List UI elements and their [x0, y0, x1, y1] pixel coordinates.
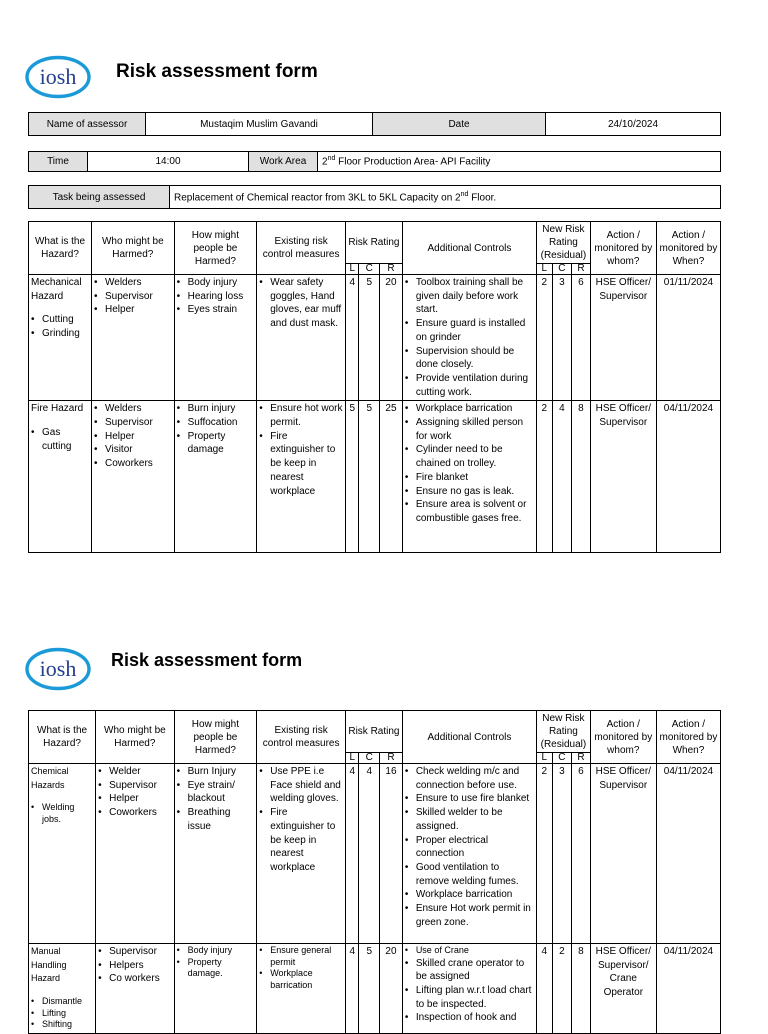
iosh-logo-icon [25, 646, 91, 692]
existing-cell [257, 401, 346, 553]
list-item: • Suffocation [188, 416, 255, 430]
risk-C: 5 [359, 401, 380, 553]
col-risk-rating: Risk Rating [346, 222, 403, 264]
col-R: R [380, 264, 403, 275]
risk-R: 20 [380, 944, 403, 1034]
risk-R: 16 [380, 764, 403, 944]
col-new-C: C [552, 264, 572, 275]
new-risk-L: 4 [537, 944, 552, 1034]
new-risk-R: 8 [572, 944, 591, 1034]
list-item: • Welders [105, 276, 172, 290]
risk-L: 4 [346, 275, 359, 401]
work-area-label: Work Area [249, 152, 318, 172]
list-item: • Wear safety goggles, Hand gloves, ear muff and dust mask. [270, 276, 343, 331]
page-title: Risk assessment form [111, 650, 303, 670]
new-risk-R: 6 [572, 764, 591, 944]
col-L: L [346, 753, 359, 764]
new-risk-C: 3 [552, 764, 572, 944]
task-label: Task being assessed [29, 186, 170, 209]
list-item: • Burn injury [188, 402, 255, 416]
assessor-value: Mustaqim Muslim Gavandi [146, 113, 373, 136]
iosh-logo [25, 54, 91, 100]
col-L: L [346, 264, 359, 275]
logo-text: iosh [39, 64, 77, 89]
col-new-risk: New Risk Rating (Residual) [537, 711, 591, 753]
list-item: • Coworkers [109, 806, 171, 820]
list-item: • Lifting [42, 1008, 93, 1020]
task-value: Replacement of Chemical reactor from 3KL to 5KL Capacity on 2nd Floor. [170, 186, 721, 209]
list-item: • Fire blanket [416, 471, 534, 485]
new-risk-L: 2 [537, 275, 552, 401]
col-existing: Existing risk control measures [257, 222, 346, 275]
new-risk-R: 6 [572, 275, 591, 401]
list-item: • Check welding m/c and connection before use. [416, 765, 534, 792]
risk-L: 5 [346, 401, 359, 553]
list-item: • Gas cutting [42, 426, 89, 453]
how-cell [174, 401, 257, 553]
list-item: • Welder [109, 765, 171, 779]
risk-R: 20 [380, 275, 403, 401]
col-existing: Existing risk control measures [257, 711, 346, 764]
hazard-name: Mechanical Hazard [31, 277, 82, 302]
assessor-label: Name of assessor [29, 113, 146, 136]
list-item: • Fire extinguisher to be keep in nearest workplace [270, 806, 343, 875]
list-item: • Helper [105, 303, 172, 317]
how-cell [174, 764, 257, 944]
work-area-value: 2nd Floor Production Area- API Facility [318, 152, 721, 172]
list-item: • Coworkers [105, 457, 172, 471]
col-hazard: What is the Hazard? [29, 222, 92, 275]
risk-R: 25 [380, 401, 403, 553]
list-item: • Ensure general permit [270, 945, 343, 968]
who-cell [96, 944, 174, 1034]
risk-table-1 [28, 221, 721, 553]
list-item: • Hearing loss [188, 290, 255, 304]
list-item: • Welding jobs. [42, 802, 93, 825]
new-risk-C: 3 [552, 275, 572, 401]
list-item: • Skilled welder to be assigned. [416, 806, 534, 833]
list-item: • Cylinder need to be chained on trolley. [416, 443, 534, 470]
iosh-logo-icon [25, 54, 91, 100]
list-item: • Helper [105, 430, 172, 444]
risk-C: 4 [359, 764, 380, 944]
additional-cell [402, 944, 536, 1034]
hazard-cell [29, 764, 96, 944]
assessor-table [28, 112, 721, 136]
existing-cell [257, 275, 346, 401]
hazard-name: Manual Handling Hazard [31, 946, 67, 984]
new-risk-L: 2 [537, 401, 552, 553]
col-new-L: L [537, 753, 552, 764]
list-item: • Skilled crane operator to be assigned [416, 957, 534, 984]
list-item: • Cutting [42, 313, 89, 327]
risk-C: 5 [359, 275, 380, 401]
list-item: • Property damage. [188, 957, 255, 980]
list-item: • Eyes strain [188, 303, 255, 317]
logo-text: iosh [39, 656, 77, 681]
time-value: 14:00 [88, 152, 249, 172]
risk-L: 4 [346, 764, 359, 944]
list-item: • Use of Crane [416, 945, 534, 957]
list-item: • Ensure area is solvent or combustible gases free. [416, 498, 534, 525]
additional-cell [402, 275, 536, 401]
list-item: • Helper [109, 792, 171, 806]
by-whom-cell: HSE Officer/ Supervisor [590, 764, 656, 944]
list-item: • Supervision should be done closely. [416, 345, 534, 372]
col-new-C: C [552, 753, 572, 764]
col-who: Who might be Harmed? [96, 711, 174, 764]
by-whom-cell: HSE Officer/ Supervisor [590, 401, 656, 553]
date-value: 24/10/2024 [546, 113, 721, 136]
list-item: • Workplace barrication [416, 888, 534, 902]
how-cell [174, 275, 257, 401]
list-item: • Supervisor [105, 416, 172, 430]
col-new-R: R [572, 753, 591, 764]
col-additional: Additional Controls [402, 222, 536, 275]
additional-cell [402, 764, 536, 944]
col-new-risk: New Risk Rating (Residual) [537, 222, 591, 264]
hazard-cell [29, 401, 92, 553]
task-table [28, 185, 721, 209]
risk-table-2 [28, 710, 721, 1034]
list-item: • Body injury [188, 276, 255, 290]
risk-L: 4 [346, 944, 359, 1034]
col-by-when: Action / monitored by When? [656, 711, 720, 764]
list-item: • Co workers [109, 972, 171, 986]
list-item: • Provide ventilation during cutting work. [416, 372, 534, 399]
existing-cell [257, 944, 346, 1034]
col-risk-rating: Risk Rating [346, 711, 403, 753]
list-item: • Eye strain/ blackout [188, 779, 255, 806]
new-risk-R: 8 [572, 401, 591, 553]
list-item: • Supervisor [109, 779, 171, 793]
existing-cell [257, 764, 346, 944]
by-whom-cell: HSE Officer/ Supervisor [590, 275, 656, 401]
time-label: Time [29, 152, 88, 172]
list-item: • Workplace barrication [416, 402, 534, 416]
who-cell [92, 401, 175, 553]
list-item: • Assigning skilled person for work [416, 416, 534, 443]
list-item: • Dismantle [42, 996, 93, 1008]
list-item: • Fire extinguisher to be keep in nearest workplace [270, 430, 343, 499]
new-risk-L: 2 [537, 764, 552, 944]
list-item: • Welders [105, 402, 172, 416]
list-item: • Shifting [42, 1019, 93, 1031]
by-when-cell: 01/11/2024 [656, 275, 720, 401]
list-item: • Ensure Hot work permit in green zone. [416, 902, 534, 929]
table-row [29, 944, 721, 1034]
hazard-cell [29, 944, 96, 1034]
col-by-whom: Action / monitored by whom? [590, 711, 656, 764]
col-new-L: L [537, 264, 552, 275]
list-item: • Supervisor [109, 945, 171, 959]
col-how: How might people be Harmed? [174, 711, 257, 764]
col-C: C [359, 753, 380, 764]
new-risk-C: 2 [552, 944, 572, 1034]
list-item: • Proper electrical connection [416, 834, 534, 861]
list-item: • Helpers [109, 959, 171, 973]
page-title: Risk assessment form [116, 61, 318, 82]
list-item: • Breathing issue [188, 806, 255, 833]
list-item: • Use PPE i.e Face shield and welding gloves. [270, 765, 343, 806]
by-whom-cell: HSE Officer/ Supervisor/ Crane Operator [590, 944, 656, 1034]
list-item: • Toolbox training shall be given daily before work start. [416, 276, 534, 317]
col-additional: Additional Controls [402, 711, 536, 764]
who-cell [92, 275, 175, 401]
hazard-cell [29, 275, 92, 401]
who-cell [96, 764, 174, 944]
col-new-R: R [572, 264, 591, 275]
list-item: • Ensure no gas is leak. [416, 485, 534, 499]
list-item: • Good ventilation to remove welding fumes. [416, 861, 534, 888]
hazard-name: Chemical Hazards [31, 766, 69, 790]
additional-cell [402, 401, 536, 553]
list-item: • Lifting plan w.r.t load chart to be inspected. [416, 984, 534, 1011]
list-item: • Visitor [105, 443, 172, 457]
col-by-when: Action / monitored by When? [656, 222, 720, 275]
col-who: Who might be Harmed? [92, 222, 175, 275]
table-row [29, 401, 721, 553]
table-row [29, 275, 721, 401]
by-when-cell: 04/11/2024 [656, 944, 720, 1034]
col-hazard: What is the Hazard? [29, 711, 96, 764]
list-item: • Supervisor [105, 290, 172, 304]
list-item: • Inspection of hook and [416, 1011, 534, 1025]
new-risk-C: 4 [552, 401, 572, 553]
how-cell [174, 944, 257, 1034]
by-when-cell: 04/11/2024 [656, 401, 720, 553]
col-R: R [380, 753, 403, 764]
list-item: • Burn Injury [188, 765, 255, 779]
col-by-whom: Action / monitored by whom? [590, 222, 656, 275]
iosh-logo [25, 646, 91, 692]
list-item: • Ensure hot work permit. [270, 402, 343, 429]
table-row [29, 764, 721, 944]
date-label: Date [373, 113, 546, 136]
list-item: • Body injury [188, 945, 255, 957]
hazard-name: Fire Hazard [31, 403, 84, 415]
col-C: C [359, 264, 380, 275]
col-how: How might people be Harmed? [174, 222, 257, 275]
time-area-table [28, 151, 721, 172]
list-item: • Grinding [42, 327, 89, 341]
risk-C: 5 [359, 944, 380, 1034]
list-item: • Ensure guard is installed on grinder [416, 317, 534, 344]
list-item: • Workplace barrication [270, 968, 343, 991]
list-item: • Property damage [188, 430, 255, 457]
by-when-cell: 04/11/2024 [656, 764, 720, 944]
list-item: • Ensure to use fire blanket [416, 792, 534, 806]
